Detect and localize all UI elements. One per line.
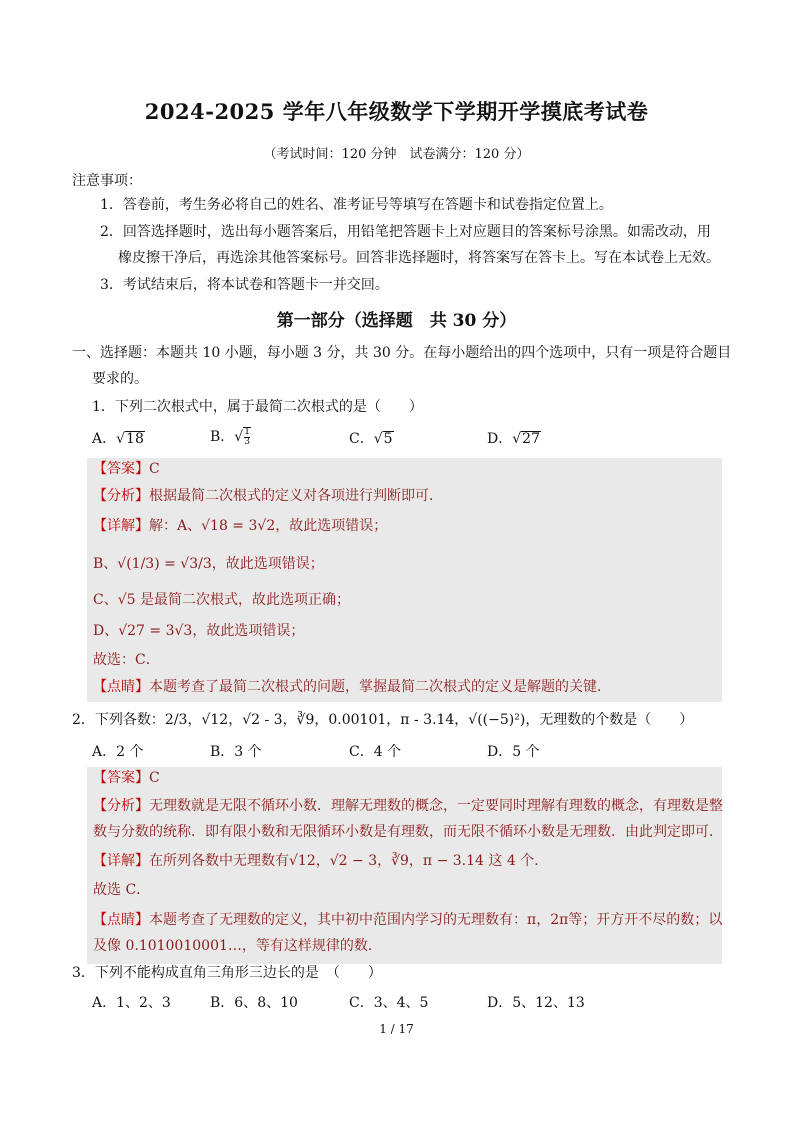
- notice-item-1: 1．答卷前，考生务必将自己的姓名、准考证号等填写在答题卡和试卷指定位置上。: [100, 197, 613, 213]
- q2-option-b: B．3 个: [210, 744, 262, 760]
- q1-comment: 【点睛】本题考查了最简二次根式的问题，掌握最简二次根式的定义是解题的关键．: [93, 679, 611, 695]
- q1-conclusion: 故选：C．: [93, 652, 160, 668]
- q1-option-a: A．√18: [92, 431, 144, 447]
- q2-answer: 【答案】C: [93, 770, 160, 786]
- section-intro: 一、选择题：本题共 10 小题，每小题 3 分，共 30 分。在每小题给出的四个选项中，只有一项是符合题目: [72, 345, 732, 361]
- q2-comment: 【点睛】本题考查了无理数的定义，其中初中范围内学习的无理数有：π，2π等；开方开不尽的数；以: [93, 912, 723, 928]
- q1-option-b: B．√ $\frac{1}{3}$: [210, 426, 250, 447]
- q3-stem: 3．下列不能构成直角三角形三边长的是 （ ）: [72, 965, 382, 981]
- q1-answer: 【答案】C: [93, 461, 160, 477]
- notice-item-2: 2．回答选择题时，选出每小题答案后，用铅笔把答题卡上对应题目的答案标号涂黑。如需改动，用: [100, 224, 711, 240]
- notice-heading: 注意事项：: [72, 173, 142, 189]
- q1-detail: 【详解】解：A、√18 = 3√2，故此选项错误；: [93, 518, 388, 534]
- q2-detail: 【详解】在所列各数中无理数有√12，√2 − 3，∛9，π − 3.14 这 4 个．: [93, 853, 549, 869]
- q1-option-d: D．√27: [487, 431, 540, 447]
- notice-item-2-cont: 橡皮擦干净后，再选涂其他答案标号。回答非选择题时，将答案写在答卡上。写在本试卷上无效。: [118, 250, 720, 266]
- q1-analysis: 【分析】根据最简二次根式的定义对各项进行判断即可．: [93, 488, 443, 504]
- section-title: 第一部分（选择题 共 30 分）: [276, 311, 517, 331]
- exam-info: （考试时间：120 分钟 试卷满分：120 分）: [263, 147, 530, 162]
- q3-option-c: C．3、4、5: [349, 995, 429, 1011]
- q2-option-d: D．5 个: [487, 744, 540, 760]
- q3-option-a: A．1、2、3: [92, 995, 171, 1011]
- q2-stem: 2．下列各数：2/3，√12，√2 - 3，∛9，0.00101，π - 3.14，√((−5)²)，无理数的个数是（ ）: [72, 712, 694, 728]
- q3-option-b: B．6、8、10: [210, 995, 298, 1011]
- q1-stem: 1．下列二次根式中，属于最简二次根式的是（ ）: [92, 399, 423, 415]
- q2-analysis: 【分析】无理数就是无限不循环小数．理解无理数的概念，一定要同时理解有理数的概念，有理数是整: [93, 798, 723, 814]
- q1-option-c: C．√5: [349, 431, 393, 447]
- q1-detail-c: C、√5 是最简二次根式，故此选项正确；: [93, 592, 350, 608]
- q2-analysis-cont: 数与分数的统称．即有限小数和无限循环小数是有理数，而无限不循环小数是无理数．由此判定即可．: [93, 824, 723, 840]
- q1-detail-d: D、√27 = 3√3，故此选项错误；: [93, 623, 305, 639]
- page-number: 1 / 17: [379, 1022, 414, 1036]
- q2-comment-cont: 及像 0.1010010001…，等有这样规律的数．: [93, 938, 382, 954]
- q2-conclusion: 故选 C．: [93, 882, 151, 898]
- notice-item-3: 3．考试结束后，将本试卷和答题卡一并交回。: [100, 277, 389, 293]
- page-title: 2024-2025 学年八年级数学下学期开学摸底考试卷: [144, 99, 649, 124]
- section-intro-cont: 要求的。: [92, 371, 148, 387]
- q1-detail-b: B、√(1/3) = √3/3，故此选项错误；: [93, 556, 324, 572]
- q3-option-d: D．5、12、13: [487, 995, 585, 1011]
- q2-option-c: C．4 个: [349, 744, 402, 760]
- q2-option-a: A．2 个: [92, 744, 144, 760]
